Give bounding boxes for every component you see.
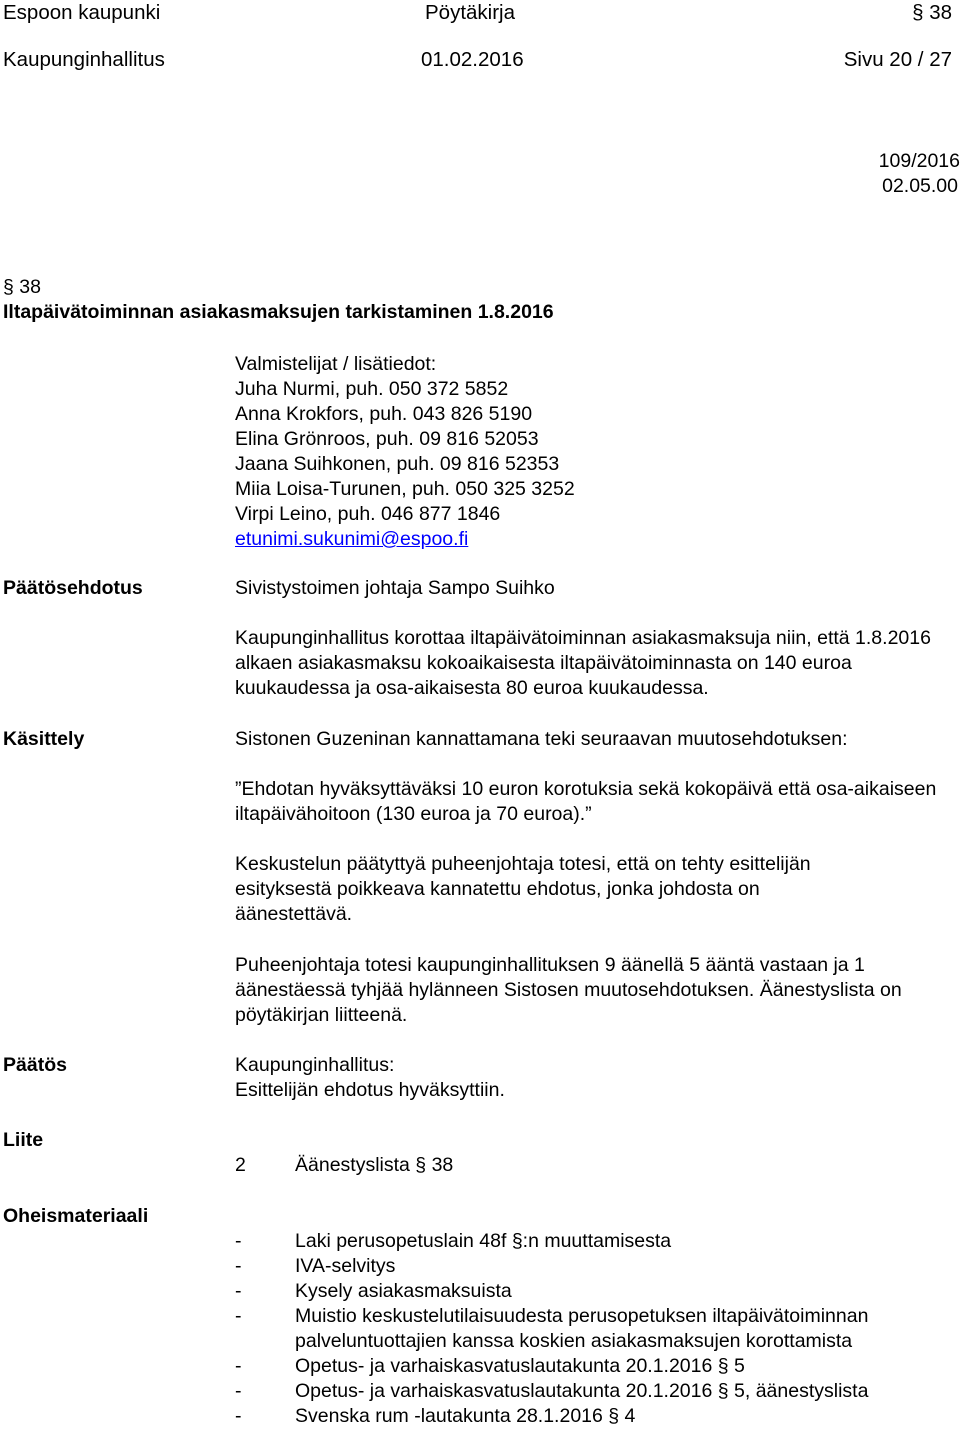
handling-label: Käsittely	[3, 728, 85, 750]
attachment-link[interactable]: Äänestyslista § 38	[295, 1154, 454, 1176]
list-bullet: -	[235, 1380, 242, 1402]
preparer-item: Elina Grönroos, puh. 09 816 52053	[235, 428, 539, 450]
preparer-item: Anna Krokfors, puh. 043 826 5190	[235, 403, 533, 425]
list-bullet: -	[235, 1255, 242, 1277]
list-bullet: -	[235, 1405, 242, 1427]
decision-label: Päätös	[3, 1054, 67, 1076]
material-item: Muistio keskustelutilaisuudesta perusopetuksen iltapäivätoiminnan palveluntuottajien kanssa koskien asiakasmaksujen korottamista	[295, 1305, 869, 1352]
preparers-label: Valmistelijat / lisätiedot:	[235, 353, 437, 375]
email-link[interactable]: etunimi.sukunimi@espoo.fi	[235, 528, 469, 550]
material-item: Kysely asiakasmaksuista	[295, 1280, 512, 1302]
page-number: Sivu 20 / 27	[843, 48, 952, 71]
list-bullet: -	[235, 1230, 242, 1252]
section-title: Iltapäivätoiminnan asiakasmaksujen tarkistaminen 1.8.2016	[3, 301, 554, 323]
handling-paragraph: Keskustelun päätyttyä puheenjohtaja totesi, että on tehty esittelijän esityksestä poikkeava kannatettu ehdotus, jonka johdosta on äänestettävä.	[235, 853, 811, 925]
section-number: § 38	[3, 276, 41, 298]
preparer-item: Jaana Suihkonen, puh. 09 816 52353	[235, 453, 560, 475]
material-item: IVA-selvitys	[295, 1255, 396, 1277]
case-id: 109/2016	[878, 150, 960, 172]
decision-text: Esittelijän ehdotus hyväksyttiin.	[235, 1079, 505, 1101]
list-bullet: -	[235, 1355, 242, 1377]
proposal-label: Päätösehdotus	[3, 577, 143, 599]
material-item: Svenska rum -lautakunta 28.1.2016 § 4	[295, 1405, 636, 1427]
material-item: Laki perusopetuslain 48f §:n muuttamisesta	[295, 1230, 672, 1252]
materials-label: Oheismateriaali	[3, 1205, 149, 1227]
preparer-item: Virpi Leino, puh. 046 877 1846	[235, 503, 501, 525]
material-item: Opetus- ja varhaiskasvatuslautakunta 20.1.2016 § 5, äänestyslista	[295, 1380, 869, 1402]
meeting-date: 01.02.2016	[421, 48, 524, 71]
handling-paragraph: Sistonen Guzeninan kannattamana teki seuraavan muutosehdotuksen:	[235, 728, 848, 750]
handling-paragraph: Puheenjohtaja totesi kaupunginhallituksen 9 äänellä 5 ääntä vastaan ja 1 äänestäessä tyhjää hylänneen Sistosen muutosehdotuksen. Äänestyslista on pöytäkirjan liitteenä.	[235, 954, 902, 1026]
decision-body: Kaupunginhallitus:	[235, 1054, 395, 1076]
material-item: Opetus- ja varhaiskasvatuslautakunta 20.1.2016 § 5	[295, 1355, 745, 1377]
list-bullet: -	[235, 1280, 242, 1302]
header-section-number: § 38	[912, 1, 952, 24]
organization-name: Espoon kaupunki	[3, 1, 161, 24]
preparer-item: Miia Loisa-Turunen, puh. 050 325 3252	[235, 478, 575, 500]
proposal-text: Kaupunginhallitus korottaa iltapäivätoiminnan asiakasmaksuja niin, että 1.8.2016 alkaen asiakasmaksu kokoaikaisesta iltapäivätoiminnasta on 140 euroa kuukaudessa ja osa-aikaisesta 80 euroa kuukaudessa.	[235, 627, 931, 699]
document-type: Pöytäkirja	[425, 1, 516, 24]
handling-quote: ”Ehdotan hyväksyttäväksi 10 euron korotuksia sekä kokopäivä että osa-aikaiseen iltapäivähoitoon (130 euroa ja 70 euroa).”	[235, 778, 937, 825]
proposal-presenter: Sivistystoimen johtaja Sampo Suihko	[235, 577, 555, 599]
attachment-label: Liite	[3, 1129, 44, 1151]
list-bullet: -	[235, 1305, 242, 1327]
attachment-number: 2	[235, 1154, 246, 1176]
governing-body: Kaupunginhallitus	[3, 48, 165, 71]
case-code: 02.05.00	[882, 175, 958, 197]
preparer-item: Juha Nurmi, puh. 050 372 5852	[235, 378, 509, 400]
